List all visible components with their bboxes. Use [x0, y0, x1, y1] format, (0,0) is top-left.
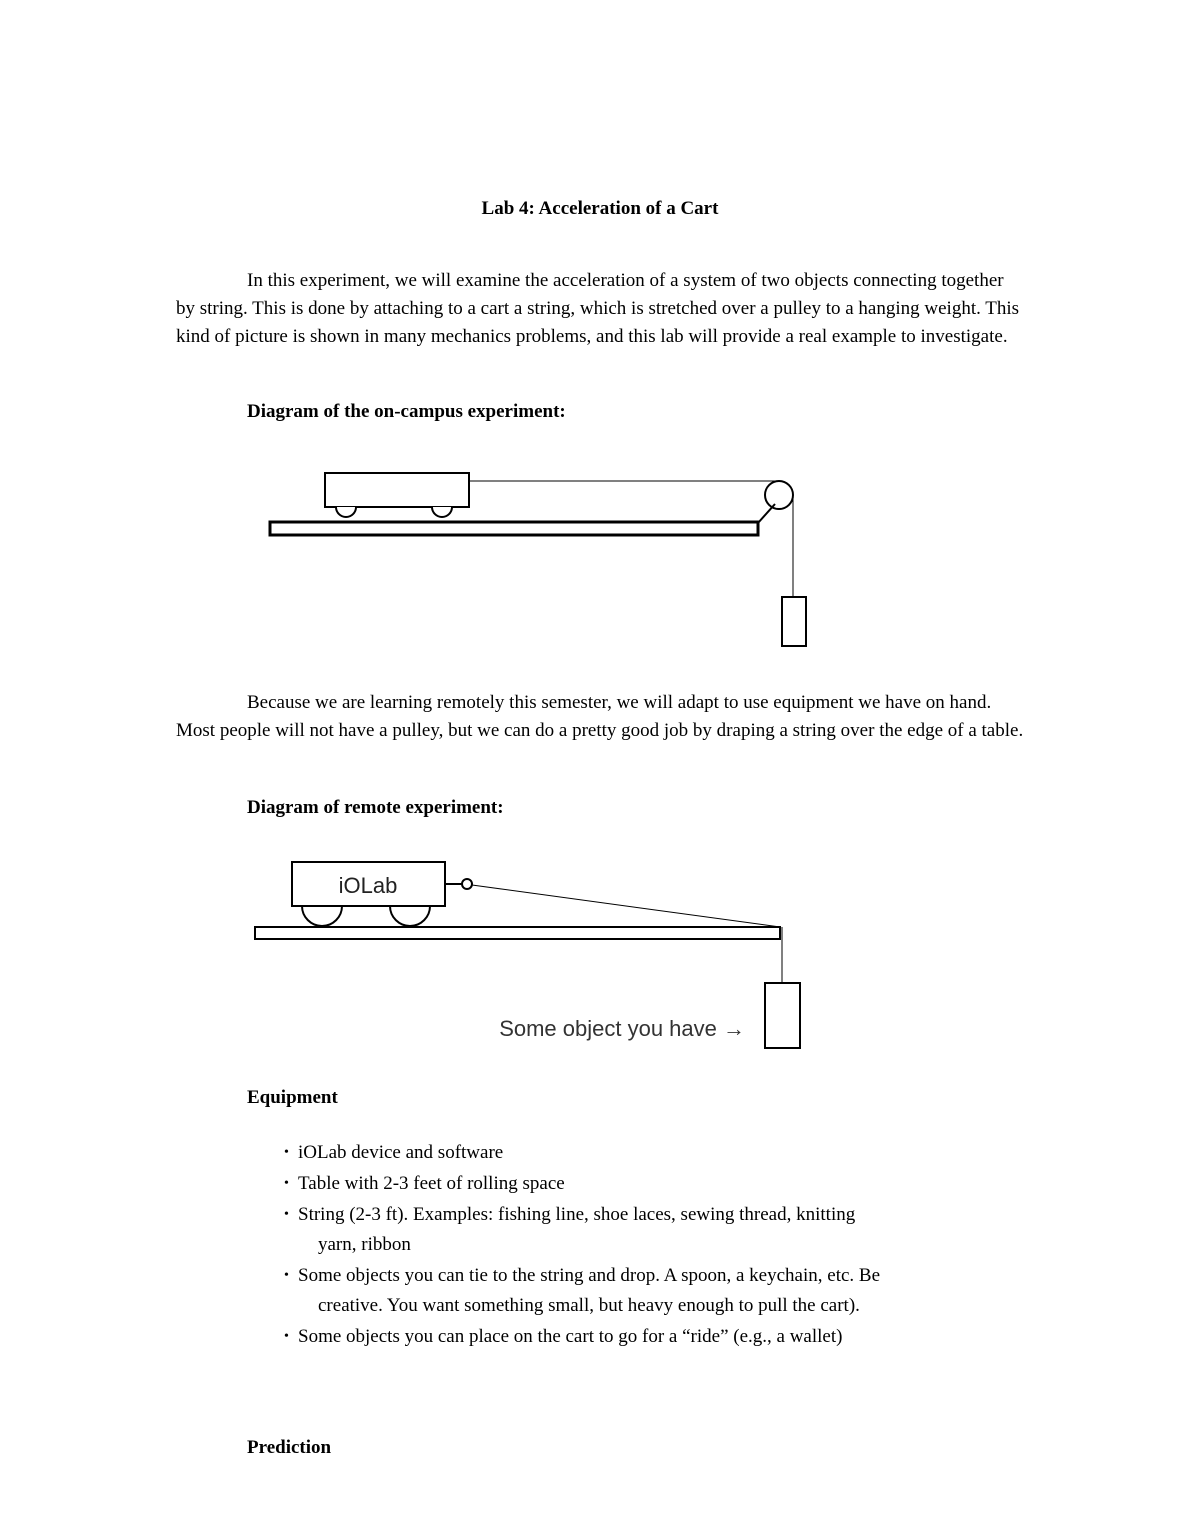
string	[472, 885, 780, 927]
equipment-item-text: Some objects you can tie to the string and drop. A spoon, a keychain, etc. Be	[298, 1265, 881, 1286]
document-title: Lab 4: Acceleration of a Cart	[481, 198, 719, 219]
bullet-icon: •	[284, 1176, 289, 1191]
bullet-icon: •	[284, 1207, 289, 1222]
object-label: Some object you have →	[499, 1016, 745, 1041]
list-item	[284, 1138, 1044, 1168]
hanging-object	[765, 983, 800, 1048]
equipment-item-text: Some objects you can place on the cart to go for a “ride” (e.g., a wallet)	[298, 1326, 843, 1347]
hook-ring	[462, 879, 472, 889]
cart-wheel	[390, 906, 430, 926]
equipment-item-text: Table with 2-3 feet of rolling space	[298, 1173, 565, 1194]
equipment-item-text: String (2-3 ft). Examples: fishing line, shoe laces, sewing thread, knitting	[298, 1204, 856, 1225]
remote-paragraph-text: Because we are learning remotely this semester, we will adapt to use equipment we have on hand. Most people will not have a pulley, but we can do a pretty good job by draping a string over the edge of a table.	[176, 692, 1024, 741]
iolab-label: iOLab	[338, 873, 398, 898]
prediction-heading: Prediction	[247, 1437, 332, 1458]
list-item	[284, 1200, 1044, 1260]
cart-wheel	[302, 906, 342, 926]
diagram-remote-heading: Diagram of remote experiment:	[247, 797, 504, 818]
equipment-list	[284, 1138, 1044, 1353]
intro-paragraph-text: In this experiment, we will examine the acceleration of a system of two objects connecting together by string. This is done by attaching to a cart a string, which is stretched over a pulley to a hanging weight. This kind of picture is shown in many mechanics problems, and this lab will provide a real example to investigate.	[176, 270, 1020, 347]
bullet-icon: •	[284, 1329, 289, 1344]
equipment-item-text: iOLab device and software	[298, 1142, 504, 1163]
equipment-heading: Equipment	[247, 1087, 338, 1108]
table	[255, 927, 780, 939]
equipment-item-continuation: creative. You want something small, but heavy enough to pull the cart).	[318, 1295, 860, 1316]
bullet-icon: •	[284, 1268, 289, 1283]
list-item	[284, 1322, 1044, 1352]
diagram-on-campus-heading: Diagram of the on-campus experiment:	[247, 401, 566, 422]
list-item	[284, 1169, 1044, 1199]
bullet-icon: •	[284, 1145, 289, 1160]
equipment-item-continuation: yarn, ribbon	[318, 1234, 411, 1255]
list-item	[284, 1261, 1044, 1321]
